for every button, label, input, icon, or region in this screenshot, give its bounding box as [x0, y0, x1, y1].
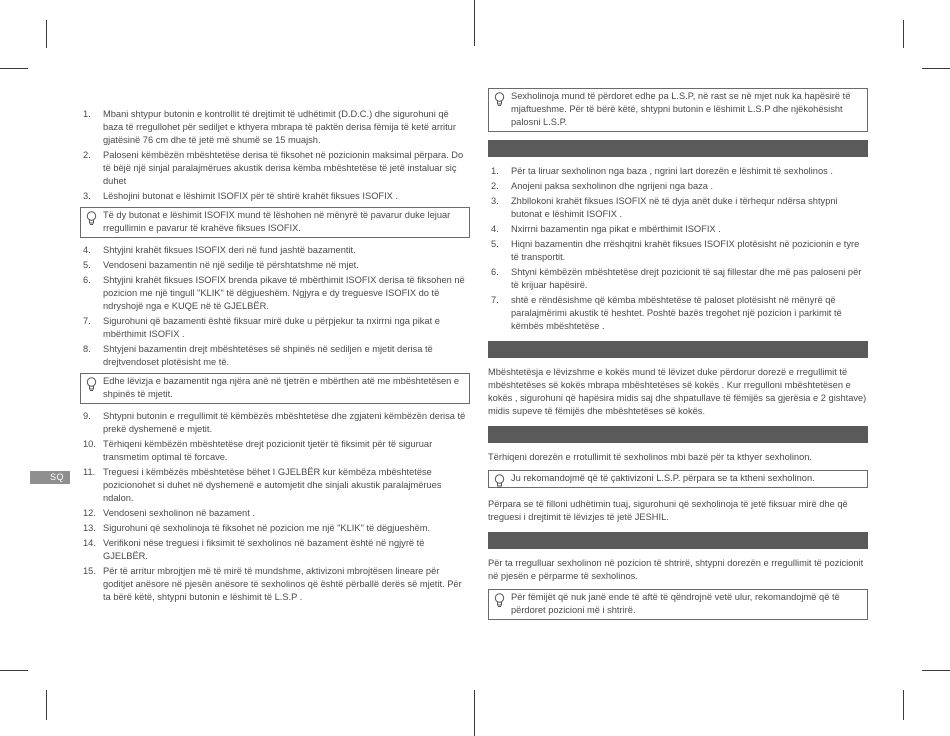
list-item: 6. Shtyni këmbëzën mbështetëse drejt pozicionit të saj fillestar dhe më pas paloseni për të krijuar hapësirë.: [491, 267, 862, 290]
crop-mark: [903, 20, 904, 48]
left-column: [80, 108, 470, 606]
steps-list-b: [80, 244, 470, 369]
steps-list-a: [80, 108, 470, 203]
list-item: 2. Paloseni këmbëzën mbështetëse derisa të fiksohet në pozicionin maksimal përpara. Do të bëjë një sinjal paralajmërues akustik derisa këmba mbështetëse të jetë instaluar siç duhet: [83, 150, 464, 186]
steps-list-c: [80, 410, 470, 604]
crop-mark: [0, 68, 28, 69]
list-item: 6. Shtyjini krahët fiksues ISOFIX brenda pikave të mbërthimit ISOFIX derisa të fiksohen në pozicion me një tingull "KLIK" të dëgjueshëm. Ngjyra e dy treguesve ISOFIX do të ndryshojë nga e KUQE në të GJELBËR.: [83, 275, 465, 311]
list-item: 5. Hiqni bazamentin dhe rrëshqitni krahët fiksues ISOFIX plotësisht në pozicionin e tyre të transportit.: [491, 239, 860, 262]
list-item: 4. Shtyjini krahët fiksues ISOFIX deri në fund jashtë bazamentit.: [83, 245, 356, 255]
section-header-bar: [488, 341, 868, 358]
crop-mark: [0, 670, 28, 671]
right-column: [488, 88, 868, 626]
list-item: 10. Tërhiqeni këmbëzën mbështetëse drejt pozicionit tjetër të fiksimit për të siguruar transmetim optimal të forcave.: [83, 439, 433, 462]
center-fold-mark: [474, 0, 475, 46]
list-item: 2. Anojeni paksa sexholinon dhe ngrijeni nga baza .: [491, 181, 714, 191]
list-item: 11. Treguesi i këmbëzës mbështetëse bëhet I GJELBËR kur këmbëza mbështetëse pozicionohet si duhet në dyshemenë e automjetit dhe sinjali akustik paralajmërues ndalon.: [83, 467, 442, 503]
list-item: 14. Verifikoni nëse treguesi i fiksimit të sexholinos në bazament është në ngjyrë të GJELBËR.: [83, 538, 425, 561]
lightbulb-icon: [494, 593, 505, 612]
rotation-paragraph: Tërhiqeni dorezën e rrotullimit të sexholinos mbi bazë për ta kthyer sexholinon.: [488, 452, 813, 462]
note-box: Edhe lëvizja e bazamentit nga njëra anë në tjetrën e mbërthen atë me mbështetësen e shpinës të mjetit.: [80, 373, 470, 404]
list-item: 1. Mbani shtypur butonin e kontrollit të drejtimit të udhëtimit (D.D.C.) dhe sigurohuni që baza të rregullohet për sediljet e kthyera mbrapa të paktën derisa fëmija të ketë arritur gjatësinë 76 cm dhe të jetë më shumë se 15 muajsh.: [83, 109, 456, 145]
list-item: 4. Nxirrni bazamentin nga pikat e mbërthimit ISOFIX .: [491, 224, 721, 234]
list-item: 5. Vendoseni bazamentin në një sedilje të përshtatshme në mjet.: [83, 260, 359, 270]
center-fold-mark: [474, 690, 475, 736]
list-item: 9. Shtypni butonin e rregullimit të këmbëzës mbështetëse dhe zgjateni këmbëzën derisa të prekë dyshemenë e mjetit.: [83, 411, 466, 434]
list-item: 1. Për ta liruar sexholinon nga baza , ngrini lart dorezën e lëshimit të sexholinos .: [491, 166, 833, 176]
section-header-bar: [488, 532, 868, 549]
section-header-bar: [488, 140, 868, 157]
note-box: Sexholinoja mund të përdoret edhe pa L.S.P, në rast se në mjet nuk ka hapësirë të mjaftueshme. Për të bërë këtë, shtypni butonin e lëshimit L.S.P dhe njëkohësisht palosni L.S.P.: [488, 88, 868, 132]
lightbulb-icon: [494, 92, 505, 111]
removal-steps-list: [488, 165, 868, 333]
section-header-bar: [488, 426, 868, 443]
list-item: 7. shtë e rëndësishme që këmba mbështetëse të paloset plotësisht në mënyrë që paralajmërimi akustik të heshtet. Poshtë bazës tregohet një pozicion i parkimit të këmbës mbështetëse .: [491, 295, 842, 331]
recline-paragraph: Për ta rregulluar sexholinon në pozicion të shtrirë, shtypni dorezën e rregullimit të pozicionit në pjesën e përparme të sexholinos.: [488, 558, 864, 581]
headrest-paragraph: Mbështetësja e lëvizshme e kokës mund të lëvizet duke përdorur dorezë e rregullimit të mbështetëses së kokës mbrapa mbështetëses së kokës . Kur rregulloni mbështetësen e kokës , sigurohuni që hapësira midis saj dhe shpatullave të fëmijës sa gjerësia e 2 gishtave) midis supeve të fëmijës dhe mbështetëses së kokës.: [488, 367, 867, 416]
lightbulb-icon: [494, 474, 505, 493]
list-item: 8. Shtyjeni bazamentin drejt mbështetëses së shpinës në sediljen e mjetit derisa të drejtvendoset plotësisht me të.: [83, 344, 433, 367]
crop-mark: [922, 68, 950, 69]
lightbulb-icon: [86, 211, 97, 230]
note-box: Të dy butonat e lëshimit ISOFIX mund të lëshohen në mënyrë të pavarur duke lejuar rregullimin e pavarur të krahëve fiksues ISOFIX.: [80, 207, 470, 238]
note-box: Ju rekomandojmë që të çaktivizoni L.S.P. përpara se ta ktheni sexholinon.: [488, 470, 868, 488]
list-item: 12. Vendoseni sexholinon në bazament .: [83, 508, 255, 518]
list-item: 13. Sigurohuni që sexholinoja të fiksohet në pozicion me një "KLIK" të dëgjueshëm.: [83, 523, 431, 533]
crop-mark: [46, 690, 47, 720]
lightbulb-icon: [86, 377, 97, 396]
crop-mark: [46, 20, 47, 48]
language-tab: SQ: [30, 471, 70, 484]
list-item: 3. Lëshojini butonat e lëshimit ISOFIX për të shtirë krahët fiksues ISOFIX .: [83, 191, 399, 201]
list-item: 3. Zhbllokoni krahët fiksues ISOFIX në të dyja anët duke i tërhequr ndërsa shtypni butonat e lëshimit ISOFIX .: [491, 196, 838, 219]
before-travel-paragraph: Përpara se të filloni udhëtimin tuaj, sigurohuni që sexholinoja të jetë fiksuar mirë dhe që treguesi i drejtimit të lëvizjes të jetë JESHIL.: [488, 499, 848, 522]
list-item: 7. Sigurohuni që bazamenti është fiksuar mirë duke u përpjekur ta nxirrni nga pikat e mbërthimit ISOFIX .: [83, 316, 440, 339]
crop-mark: [903, 690, 904, 720]
list-item: 15. Për të arritur mbrojtjen më të mirë të mundshme, aktivizoni mbrojtësen lineare për goditjet anësore në pjesën anësore të sexholinos që është përballë derës së mjetit. Për ta bërë këtë, shtypni butonin e lëshimit të L.S.P .: [83, 566, 462, 602]
note-box: Për fëmijët që nuk janë ende të aftë të qëndrojnë vetë ulur, rekomandojmë që të përdoret pozicioni më i shtrirë.: [488, 589, 868, 620]
crop-mark: [922, 670, 950, 671]
